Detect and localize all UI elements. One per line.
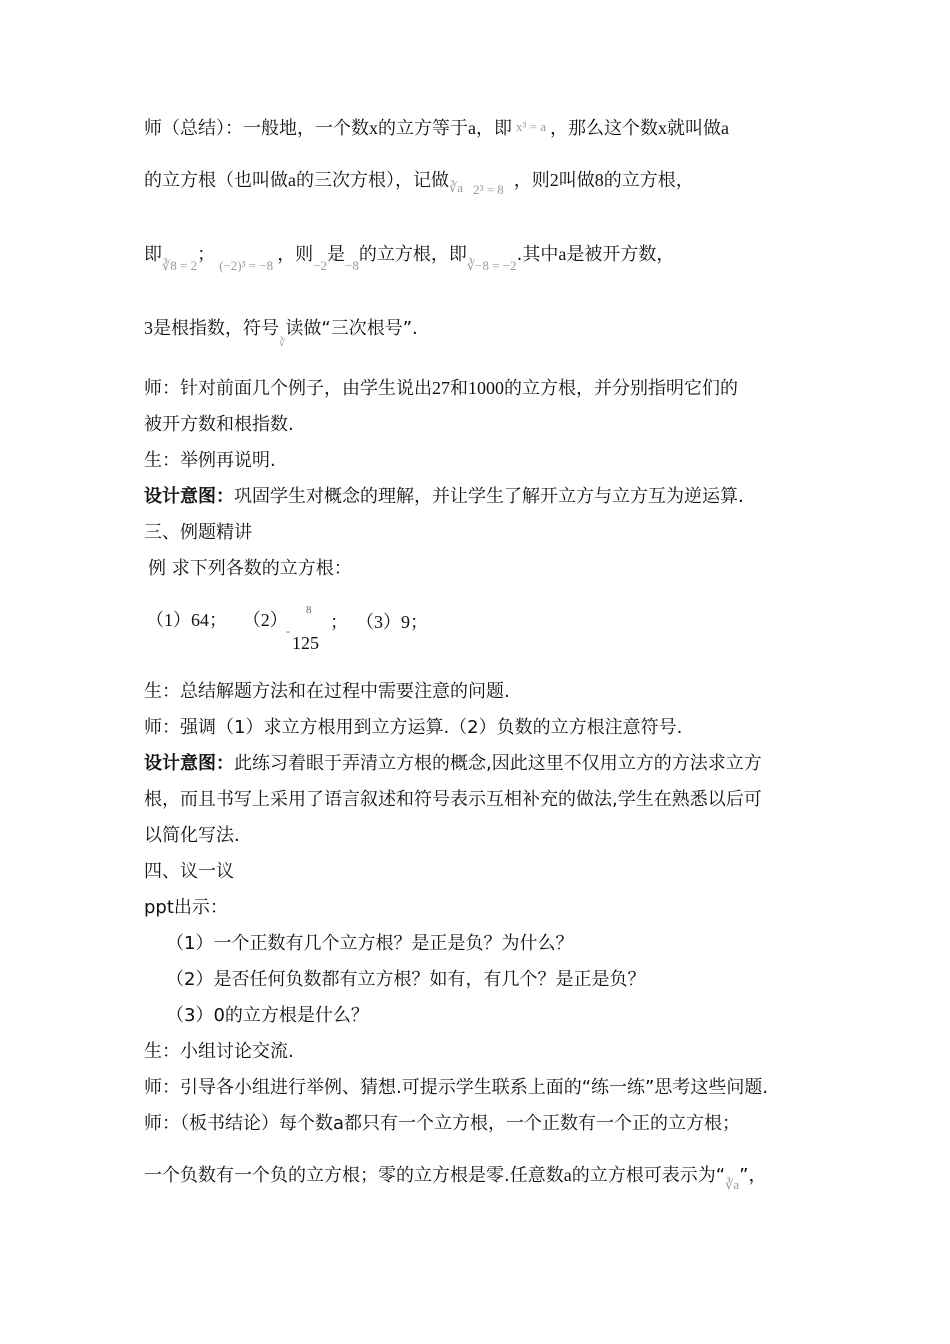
text: ，那么这个数	[550, 118, 658, 139]
fraction-numerator: 8	[306, 604, 312, 616]
para-line-6: 被开方数和根指数.	[144, 414, 294, 435]
design-intent-label: 设计意图：	[144, 753, 234, 774]
formula-x-cubed: x³ = a	[516, 119, 546, 134]
para-line-13: 师：强调（1）求立方根用到立方运算.（2）负数的立方根注意符号.	[144, 717, 683, 738]
text: 即	[144, 244, 162, 265]
var-a: a	[468, 118, 476, 138]
text: 是被开方数，	[566, 244, 675, 265]
design-intent-2	[144, 752, 762, 776]
text: .其中	[516, 244, 559, 265]
text: 此练习着眼于弄清立方根的概念,因此这里不仅用立方的方法求立方	[234, 753, 762, 774]
text: ；	[197, 244, 216, 265]
question-1: （1）一个正数有几个立方根？是正是负？为什么？	[166, 933, 574, 954]
ppt-label: ppt出示：	[144, 897, 228, 918]
para-line-21: 师：（板书结论）每个数a都只有一个立方根，一个正数有一个正的立方根；	[144, 1113, 741, 1134]
para-line-19: 生：小组讨论交流.	[144, 1041, 294, 1062]
number: 2	[549, 170, 559, 190]
question-2: （2）是否任何负数都有立方根？如有，有几个？是正是负？	[166, 969, 646, 990]
text: 巩固学生对概念的理解，并让学生了解开立方与立方互为逆运算.	[234, 486, 744, 507]
text: 的立方等于	[378, 118, 468, 139]
text: 的立方根（也叫做	[144, 170, 288, 191]
text: 叫做	[558, 170, 595, 191]
text: 的立方根，	[603, 170, 694, 191]
formula-cbrt-8: ∛8 = 2	[162, 258, 198, 273]
para-line-2	[144, 168, 694, 197]
text: 师（总结）：一般地，一个数	[144, 118, 369, 139]
text: ，则	[513, 170, 550, 191]
var-a: a	[721, 118, 729, 138]
section-heading-3: 三、例题精讲	[144, 522, 252, 543]
number: 27	[432, 378, 450, 398]
text: 是根指数，符号	[153, 318, 279, 339]
formula-cbrt-neg8: ∛−8 = −2	[466, 258, 517, 273]
text: 读做“三次根号”.	[285, 318, 418, 339]
var-a: a	[288, 170, 296, 190]
var-x: x	[658, 118, 667, 138]
design-intent-label: 设计意图：	[144, 486, 234, 507]
para-line-16: 以简化写法.	[144, 825, 240, 846]
item-1: （1）64；	[146, 610, 227, 630]
design-intent-1	[144, 485, 744, 509]
number: 3	[144, 318, 153, 338]
text: ，则	[277, 244, 314, 265]
var-a: a	[563, 1165, 572, 1185]
text: 是	[327, 244, 346, 265]
text: 的立方根，即	[358, 244, 467, 265]
semicolon: ；	[330, 612, 348, 632]
formula-2-cubed: 2³ = 8	[473, 182, 504, 197]
var-a: a	[558, 244, 567, 264]
para-line-7: 生：举例再说明.	[144, 450, 276, 471]
para-line-4	[144, 316, 418, 349]
text: ，即	[476, 118, 512, 139]
para-line-22	[144, 1163, 767, 1192]
para-line-12: 生：总结解题方法和在过程中需要注意的问题.	[144, 681, 510, 702]
formula-cbrt-symbol: ∛	[279, 338, 286, 349]
para-line-3	[144, 242, 675, 273]
formula-neg2-cubed: (−2)³ = −8	[219, 258, 274, 273]
text: 的立方根可表示为“	[571, 1165, 726, 1186]
formula-neg8: −8	[345, 258, 359, 273]
para-line-1	[144, 116, 729, 142]
item-2: （2）	[242, 610, 288, 630]
formula-neg2: −2	[313, 258, 328, 273]
number: 8	[594, 170, 604, 190]
text: 一个负数有一个负的立方根；零的立方根是零.任意数	[144, 1165, 564, 1186]
text: 就叫做	[667, 118, 721, 139]
text: 的三次方根），记做	[296, 170, 449, 191]
number: 1000	[468, 378, 504, 398]
text: ”，	[739, 1165, 767, 1186]
text: 的立方根，并分别指明它们的	[504, 378, 738, 399]
fraction-denominator: 125	[292, 633, 319, 653]
example-items	[146, 608, 288, 633]
para-line-15: 根，而且书写上采用了语言叙述和符号表示互相补充的做法,学生在熟悉以后可	[144, 789, 762, 810]
fraction-minus: -	[286, 624, 290, 638]
para-line-5	[144, 376, 738, 401]
var-x: x	[369, 118, 378, 138]
item-3: （3）9；	[356, 612, 428, 632]
formula-cbrt-a: ∛a	[449, 180, 464, 195]
section-heading-4: 四、议一议	[144, 861, 234, 882]
text: 师：针对前面几个例子，由学生说出	[144, 378, 432, 399]
question-3: （3）0的立方根是什么？	[166, 1005, 369, 1026]
example-title: 例 求下列各数的立方根：	[148, 558, 352, 579]
para-line-20: 师：引导各小组进行举例、猜想.可提示学生联系上面的“练一练”思考这些问题.	[144, 1077, 769, 1098]
text: 和	[450, 378, 468, 399]
formula-cbrt-a: ∛a	[725, 1177, 740, 1192]
